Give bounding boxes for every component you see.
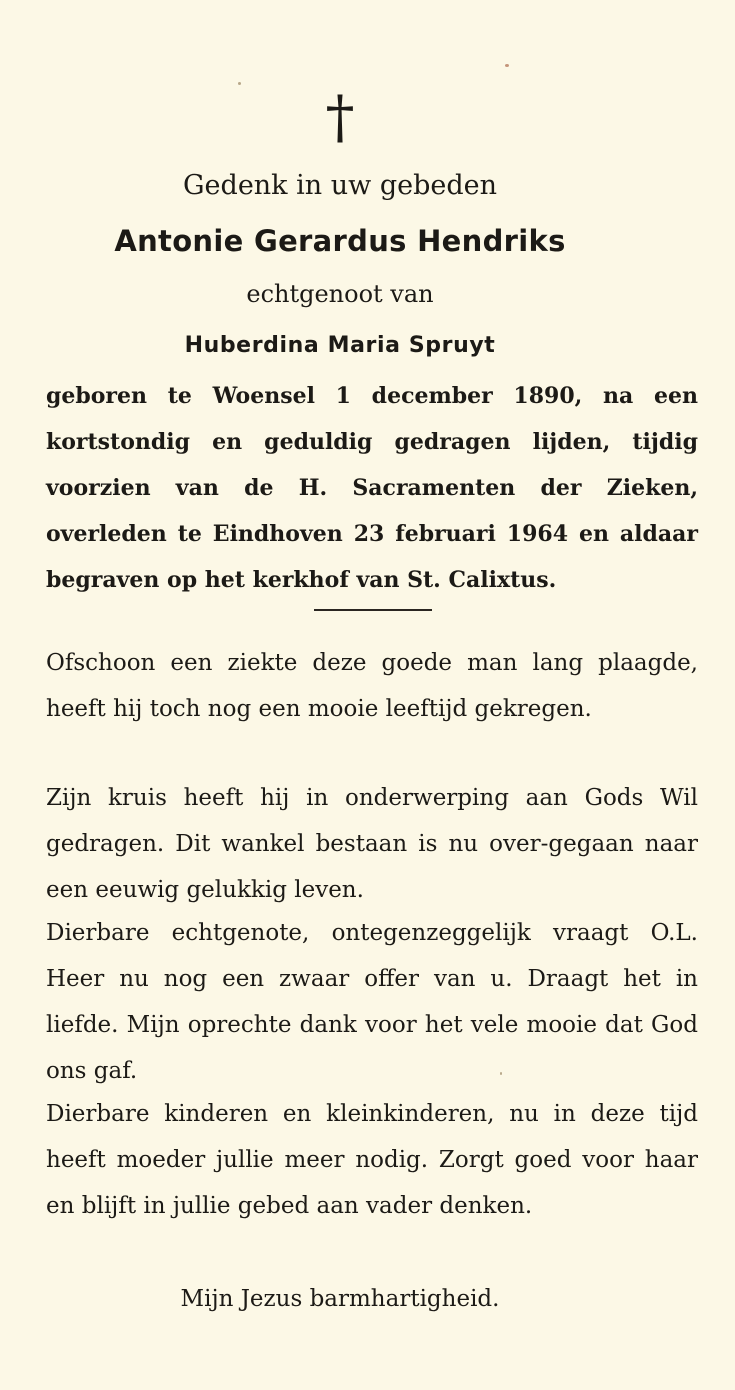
paragraph-children: Dierbare kinderen en kleinkinderen, nu in deze tijd heeft moeder jullie meer nodig. Zorgt goed voor haar en blijft in jullie gebed aan vader denken. — [46, 1101, 698, 1219]
divider-line — [314, 609, 432, 611]
paper-speck — [505, 64, 509, 67]
spouse-intro: echtgenoot van — [246, 280, 434, 308]
paper-speck — [500, 1072, 502, 1075]
cross-icon: † — [325, 83, 355, 151]
biography-paragraph: geboren te Woensel 1 december 1890, na een kortstondig en geduldig gedragen lijden, tijdig voorzien van de H. Sacramenten der Zieken, overleden te Eindhoven 23 februari 1964 en aldaar begraven op het kerkhof van St. Calixtus. — [46, 383, 698, 593]
paragraph-spouse: Dierbare echtgenote, ontegenzeggelijk vraagt O.L. Heer nu nog een zwaar offer van u. Draagt het in liefde. Mijn oprechte dank voor het vele mooie dat God ons gaf. — [46, 920, 698, 1084]
spouse-name: Huberdina Maria Spruyt — [184, 333, 496, 358]
paragraph-cross: Zijn kruis heeft hij in onderwerping aan Gods Wil gedragen. Dit wankel bestaan is nu over-gegaan naar een eeuwig gelukkig leven. — [46, 785, 698, 903]
deceased-name: Antonie Gerardus Hendriks — [114, 224, 566, 258]
paragraph-illness: Ofschoon een ziekte deze goede man lang plaagde, heeft hij toch nog een mooie leeftijd gekregen. — [46, 650, 698, 722]
intro-text: Gedenk in uw gebeden — [182, 170, 497, 201]
closing-prayer: Mijn Jezus barmhartigheid. — [180, 1286, 500, 1312]
paper-speck — [238, 82, 241, 85]
